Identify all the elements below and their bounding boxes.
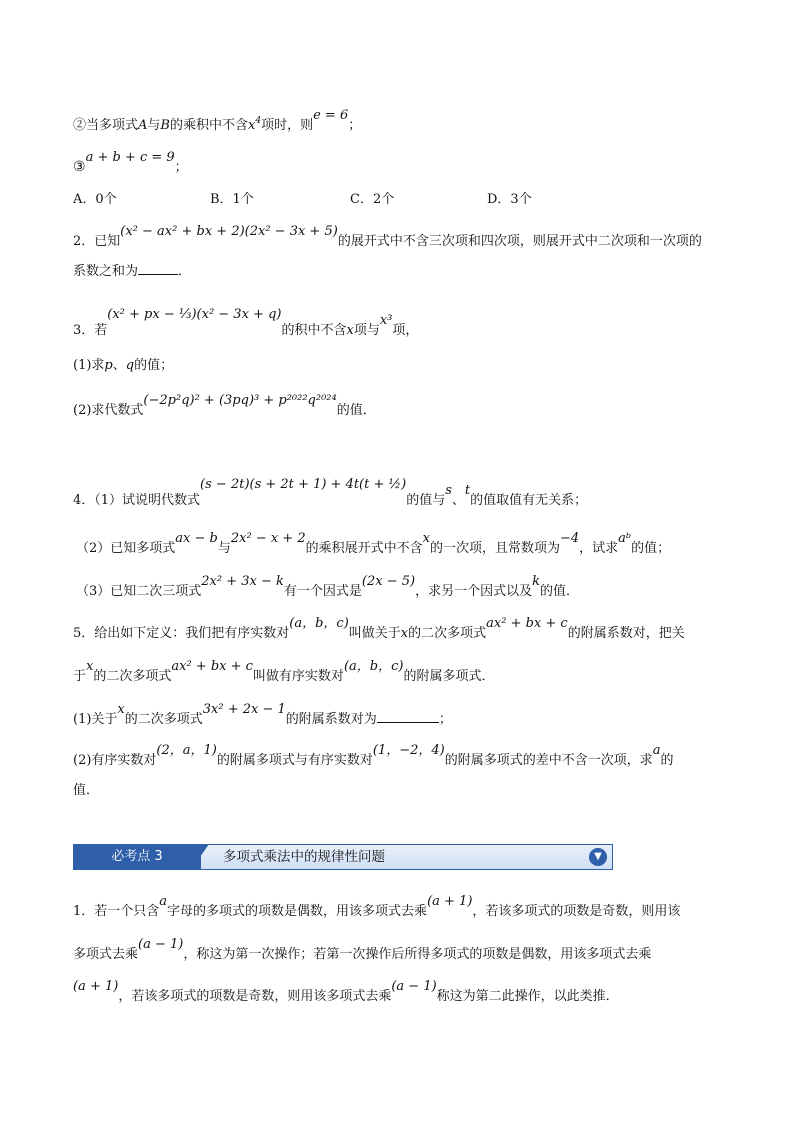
q3-s1-end: 的值； bbox=[134, 358, 174, 373]
semicolon: ； bbox=[438, 712, 452, 727]
var-p: p bbox=[104, 358, 113, 373]
section-banner bbox=[73, 844, 613, 870]
answer-blank[interactable] bbox=[377, 710, 439, 723]
q6-l2-pre: 多项式去乘 bbox=[73, 947, 139, 962]
q6-pre: 1．若一个只含 bbox=[73, 904, 160, 919]
q2-line-2 bbox=[73, 262, 191, 281]
var-s: s bbox=[445, 483, 452, 498]
option-c[interactable]: C．2个 bbox=[350, 192, 395, 207]
q4-p3-end: 的值． bbox=[540, 584, 580, 599]
chevron-down-icon[interactable]: ▼ bbox=[589, 848, 607, 866]
poly-expression: ax² + bx + c bbox=[171, 659, 253, 674]
q3-line-1 bbox=[73, 307, 419, 340]
q5-line-2 bbox=[73, 659, 495, 686]
q6-line-1 bbox=[73, 894, 681, 921]
q5-s2-end: 的 bbox=[660, 753, 674, 768]
separator: 、 bbox=[112, 358, 126, 373]
answer-blank[interactable] bbox=[138, 262, 178, 275]
q4-p3-pre: （3）已知二次三项式 bbox=[76, 584, 202, 599]
item2-end: 项时，则 bbox=[261, 118, 314, 133]
q4-p3-mid: 有一个因式是 bbox=[283, 584, 362, 599]
option-b[interactable]: B．1个 bbox=[210, 192, 254, 207]
period: ． bbox=[178, 264, 192, 279]
ordered-pair: (a，b，c) bbox=[289, 616, 349, 631]
q4-p2-mid3: ，试求 bbox=[579, 541, 619, 556]
q3-expression: (x² + px − ⅓)(x² − 3x + q) bbox=[107, 307, 282, 322]
var-a: a bbox=[159, 894, 168, 909]
q6-mid: 字母的多项式的项数是偶数，用该多项式去乘 bbox=[167, 904, 428, 919]
ordered-pair-1: (2，a，1) bbox=[156, 743, 217, 758]
q5-s1-end: 的附属系数对为 bbox=[285, 712, 377, 727]
q5-l2-pre: 于 bbox=[73, 669, 87, 684]
q3-s2-expression: (−2p²q)² + (3pq)³ + p²⁰²²q²⁰²⁴ bbox=[143, 393, 337, 408]
q4-part-2 bbox=[76, 531, 671, 558]
exponent: 4 bbox=[255, 116, 262, 126]
connector: 与 bbox=[147, 118, 161, 133]
q5-s2-mid: 的附属多项式与有序实数对 bbox=[216, 753, 373, 768]
q3-s2-end: 的值． bbox=[336, 403, 376, 418]
q3-sub-1 bbox=[73, 357, 173, 375]
var-B: B bbox=[160, 118, 170, 133]
q4-p3-mid2: ，求另一个因式以及 bbox=[415, 584, 533, 599]
var-x: x bbox=[400, 626, 409, 641]
var-t: t bbox=[464, 483, 471, 498]
semicolon: ； bbox=[174, 160, 188, 175]
q6-expr1: (a + 1) bbox=[427, 894, 473, 909]
q5-mid2: 的二次多项式 bbox=[408, 626, 487, 641]
q3-pre: 3．若 bbox=[73, 323, 108, 338]
poly-expression: 3x² + 2x − 1 bbox=[202, 702, 286, 717]
var-A: A bbox=[138, 118, 148, 133]
var-x3: x³ bbox=[379, 313, 393, 328]
option-line-2 bbox=[73, 108, 362, 136]
q2-line-1 bbox=[73, 224, 702, 251]
var-a: a bbox=[652, 743, 661, 758]
var-x: x bbox=[346, 323, 354, 338]
q4-p3-factor: (2x − 5) bbox=[361, 574, 416, 589]
var-x: x bbox=[422, 531, 430, 546]
q4-expression: (s − 2t)(s + 2t + 1) + 4t(t + ½) bbox=[200, 477, 407, 492]
q5-s1-pre: (1)关于 bbox=[73, 712, 118, 727]
equation-e: e = 6 bbox=[313, 108, 349, 123]
power-ab: aᵇ bbox=[618, 531, 632, 546]
banner-slant bbox=[191, 844, 209, 870]
q6-line-2 bbox=[73, 937, 652, 964]
q4-part-3 bbox=[76, 574, 580, 601]
q4-p2-expr1: ax − b bbox=[175, 531, 218, 546]
q5-s2-mid2: 的附属多项式的差中不含一次项，求 bbox=[444, 753, 653, 768]
var-k: k bbox=[532, 574, 540, 589]
q6-end: ，若该多项式的项数是奇数，则用该 bbox=[472, 904, 681, 919]
q5-l2-mid2: 叫做有序实数对 bbox=[252, 669, 344, 684]
q5-sub-1 bbox=[73, 702, 452, 729]
semicolon: ； bbox=[348, 118, 362, 133]
q5-s2-pre: (2)有序实数对 bbox=[73, 753, 157, 768]
q6-l2-rest: ，称这为第一次操作；若第一次操作后所得多项式的项数是偶数，用该多项式去乘 bbox=[183, 947, 652, 962]
item2-text: ②当多项式 bbox=[73, 118, 139, 133]
connector: 与 bbox=[217, 541, 231, 556]
q3-end: 项， bbox=[392, 323, 419, 338]
q4-line-1 bbox=[73, 477, 588, 510]
item2-rest: 的乘积中不含 bbox=[169, 118, 248, 133]
var-q: q bbox=[125, 358, 135, 373]
option-d[interactable]: D．3个 bbox=[487, 192, 532, 207]
option-a[interactable]: A．0个 bbox=[73, 192, 117, 207]
ordered-pair: (a，b，c) bbox=[343, 659, 404, 674]
circle-number-3: ③ bbox=[73, 159, 86, 175]
banner-tag: 必考点 3 bbox=[73, 844, 201, 870]
var-x: x bbox=[117, 702, 125, 717]
equation-abc: a + b + c = 9 bbox=[85, 150, 175, 165]
q3-s2: (2)求代数式 bbox=[73, 403, 144, 418]
q6-l3-mid: ，若该多项式的项数是奇数，则用该多项式去乘 bbox=[118, 989, 392, 1004]
q6-line-3 bbox=[73, 979, 619, 1006]
q3-sub-2 bbox=[73, 393, 376, 420]
constant-value: −4 bbox=[559, 531, 580, 546]
q4-p2-mid: 的乘积展开式中不含 bbox=[305, 541, 423, 556]
q5-s1-mid: 的二次多项式 bbox=[124, 712, 203, 727]
q4-p2-expr2: 2x² − x + 2 bbox=[230, 531, 306, 546]
q4-p2-end: 的值； bbox=[631, 541, 671, 556]
q3-mid2: 项与 bbox=[353, 323, 380, 338]
q6-l2-expr: (a − 1) bbox=[138, 937, 184, 952]
q6-l3-expr2: (a − 1) bbox=[391, 979, 437, 994]
q4-end: 的值取值有无关系； bbox=[470, 493, 588, 508]
q3-mid: 的积中不含 bbox=[281, 323, 347, 338]
q5-mid: 叫做关于 bbox=[348, 626, 401, 641]
option-line-3 bbox=[73, 150, 188, 177]
q2-expression: (x² − ax² + bx + 2)(2x² − 3x + 5) bbox=[120, 224, 338, 239]
q3-s1: (1)求 bbox=[73, 358, 105, 373]
q6-l3-end: 称这为第二此操作，以此类推． bbox=[436, 989, 619, 1004]
q5-sub-2 bbox=[73, 743, 674, 770]
q5-end: 的附属系数对，把关 bbox=[567, 626, 685, 641]
q4-p3-expr: 2x² + 3x − k bbox=[201, 574, 284, 589]
q2-pre: 2．已知 bbox=[73, 234, 121, 249]
separator: 、 bbox=[451, 493, 465, 508]
q4-p2-pre: （2）已知多项式 bbox=[76, 541, 176, 556]
q4-mid: 的值与 bbox=[406, 493, 446, 508]
q4-p2-mid2: 的一次项，且常数项为 bbox=[429, 541, 560, 556]
q5-pre: 5．给出如下定义：我们把有序实数对 bbox=[73, 626, 290, 641]
q5-sub-2-cont bbox=[73, 782, 99, 800]
q5-s2-line2: 值． bbox=[73, 783, 100, 798]
ordered-pair-2: (1，−2，4) bbox=[372, 743, 445, 758]
q6-l3-expr: (a + 1) bbox=[73, 979, 119, 994]
q5-line-1 bbox=[73, 616, 685, 643]
q2-post: 的展开式中不含三次项和四次项，则展开式中二次项和一次项的 bbox=[337, 234, 702, 249]
poly-expression: ax² + bx + c bbox=[486, 616, 568, 631]
var-x: x bbox=[86, 659, 94, 674]
banner-title: 多项式乘法中的规律性问题 bbox=[223, 849, 385, 865]
q2-line2-text: 系数之和为 bbox=[73, 264, 139, 279]
q5-l2-mid: 的二次多项式 bbox=[93, 669, 172, 684]
q4-pre: 4．（1）试说明代数式 bbox=[73, 493, 201, 508]
q5-l2-end: 的附属多项式． bbox=[403, 669, 495, 684]
var-x: x bbox=[248, 118, 256, 133]
